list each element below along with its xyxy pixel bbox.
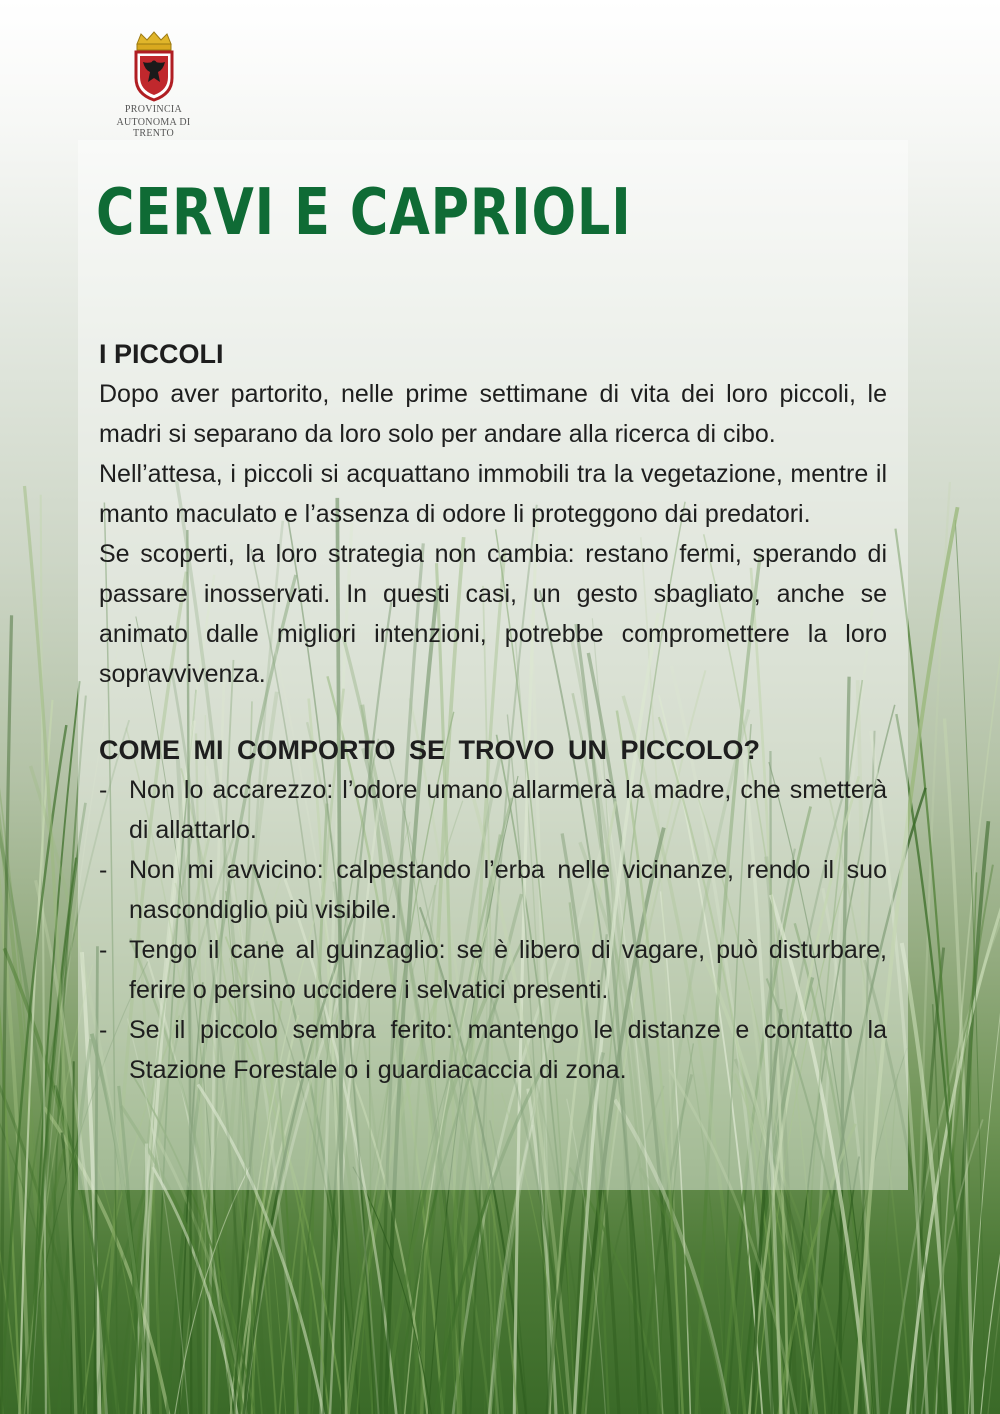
list-item-text: Se il piccolo sembra ferito: mantengo le distanze e contatto la Stazione Forestale o i guardiacaccia di zona.	[129, 1016, 887, 1084]
paragraph: Nell’attesa, i piccoli si acquattano immobili tra la vegetazione, mentre il manto maculato e l’assenza di odore li proteggono dai predatori.	[99, 460, 887, 528]
section-heading-behaviour: COME MI COMPORTO SE TROVO UN PICCOLO?	[99, 735, 761, 765]
list-item-text: Non mi avvicino: calpestando l’erba nelle vicinanze, rendo il suo nascondiglio più visibile.	[129, 856, 887, 924]
section-heading-piccoli: I PICCOLI	[99, 339, 224, 369]
page-title: CERVI E CAPRIOLI	[96, 176, 632, 250]
main-content	[99, 334, 887, 1090]
dash-bullet: -	[99, 776, 108, 804]
paragraph: Dopo aver partorito, nelle prime settimane di vita dei loro piccoli, le madri si separano da loro solo per andare alla ricerca di cibo.	[99, 380, 887, 448]
list-item	[99, 770, 887, 850]
list-item	[99, 930, 887, 1010]
logo-caption-line2: AUTONOMA DI TRENTO	[116, 117, 191, 139]
dash-bullet: -	[99, 936, 108, 964]
list-item-text: Non lo accarezzo: l’odore umano allarmerà la madre, che smetterà di allattarlo.	[129, 776, 887, 844]
list-item-text: Tengo il cane al guinzaglio: se è libero di vagare, può disturbare, ferire o persino uccidere i selvatici presenti.	[129, 936, 887, 1004]
paragraph: Se scoperti, la loro strategia non cambia: restano fermi, sperando di passare inosservati. In questi casi, un gesto sbagliato, anche se animato dalle migliori intenzioni, potrebbe compromettere la loro sopravvivenza.	[99, 540, 887, 688]
list-item	[99, 850, 887, 930]
dash-bullet: -	[99, 1016, 108, 1044]
logo-caption-line1: PROVINCIA	[124, 104, 183, 115]
coat-of-arms-icon	[131, 30, 177, 102]
dash-bullet: -	[99, 856, 108, 884]
list-item	[99, 1010, 887, 1090]
advice-list	[99, 770, 887, 1090]
provincia-logo	[96, 30, 211, 139]
grass-blade	[981, 1159, 1000, 1414]
